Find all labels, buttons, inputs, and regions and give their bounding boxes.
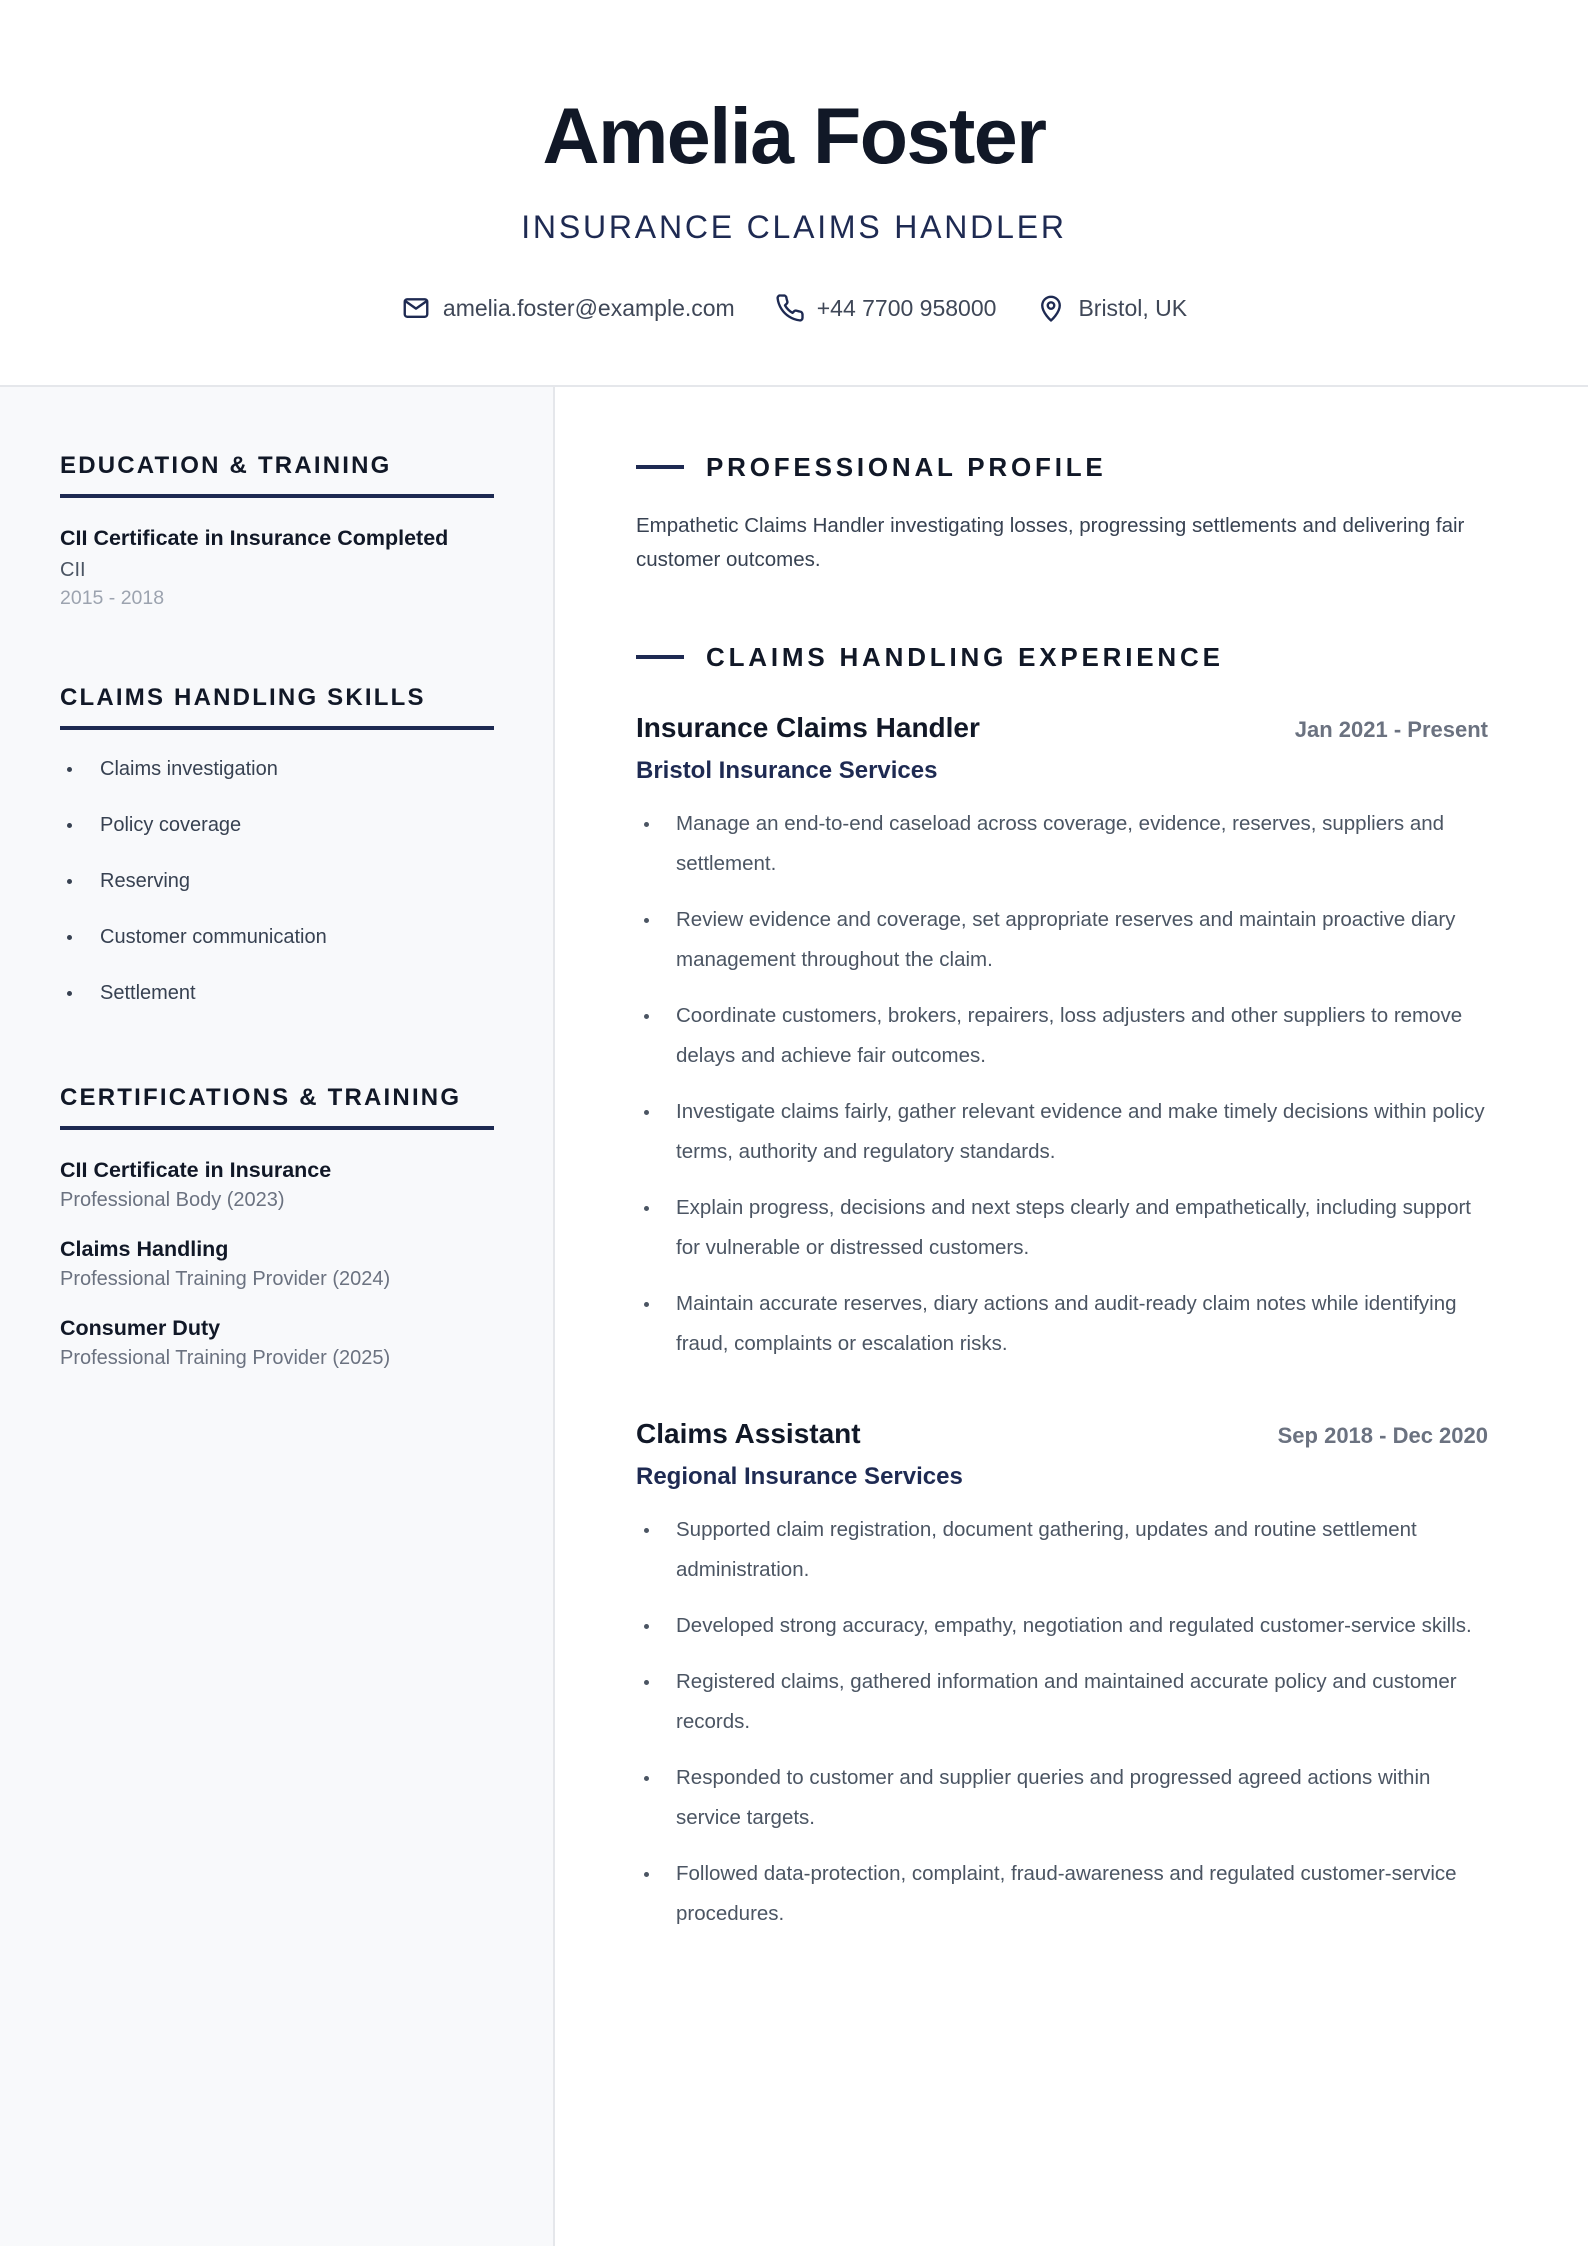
cert-body: Professional Training Provider (2025) <box>60 1347 391 1369</box>
job-bullet: Developed strong accuracy, empathy, negotiation and regulated customer-service skills. <box>636 1606 1488 1646</box>
job-bullet: Coordinate customers, brokers, repairers, loss adjusters and other suppliers to remove delays and achieve fair outcomes. <box>636 996 1488 1076</box>
job-bullet: Investigate claims fairly, gather relevant evidence and make timely decisions within policy terms, authority and regulatory standards. <box>636 1092 1488 1172</box>
cert-body: Professional Training Provider (2024) <box>60 1268 391 1290</box>
education-title: EDUCATION & TRAINING <box>60 451 494 498</box>
job-bullet: Explain progress, decisions and next steps clearly and empathetically, including support for vulnerable or distressed customers. <box>636 1188 1488 1268</box>
skill-item: Claims investigation <box>60 756 494 812</box>
job-bullet: Maintain accurate reserves, diary actions and audit-ready claim notes while identifying fraud, complaints or escalation risks. <box>636 1284 1488 1364</box>
job-header <box>636 711 1488 745</box>
education-section <box>60 451 494 611</box>
job-bullets <box>636 1510 1488 1934</box>
job-bullet: Review evidence and coverage, set appropriate reserves and maintain proactive diary management throughout the claim. <box>636 900 1488 980</box>
experience-title: CLAIMS HANDLING EXPERIENCE <box>706 642 1224 672</box>
profile-title: PROFESSIONAL PROFILE <box>706 452 1107 482</box>
email-text: amelia.foster@example.com <box>442 294 735 321</box>
contact-bar <box>0 290 1588 326</box>
heading-rule <box>636 655 684 659</box>
experience-heading <box>636 641 1224 673</box>
skill-item: Settlement <box>60 980 494 1036</box>
job-company: Bristol Insurance Services <box>636 757 938 784</box>
profile-text: Empathetic Claims Handler investigating losses, progressing settlements and delivering fair customer outcomes. <box>636 514 1465 571</box>
job-title: Claims Assistant <box>636 1418 861 1449</box>
skills-section <box>60 683 494 1036</box>
job-dates: Jan 2021 - Present <box>1294 717 1488 742</box>
job-bullets <box>636 804 1488 1364</box>
contact-email[interactable] <box>401 293 735 323</box>
contact-location <box>1036 293 1187 323</box>
cert-name: Claims Handling <box>60 1237 229 1261</box>
phone-icon <box>775 293 805 323</box>
map-pin-icon <box>1036 293 1066 323</box>
job-bullet: Supported claim registration, document gathering, updates and routine settlement administration. <box>636 1510 1488 1590</box>
location-text: Bristol, UK <box>1078 294 1188 321</box>
education-item-title: CII Certificate in Insurance Completed <box>60 526 449 550</box>
candidate-name: Amelia Foster <box>542 91 1046 180</box>
cert-name: Consumer Duty <box>60 1316 221 1340</box>
skills-list <box>60 756 494 1036</box>
job-title: Insurance Claims Handler <box>636 712 980 743</box>
contact-phone[interactable] <box>775 293 997 323</box>
education-item-org: CII <box>60 559 86 581</box>
job-bullet: Manage an end-to-end caseload across coverage, evidence, reserves, suppliers and settlement. <box>636 804 1488 884</box>
phone-text: +44 7700 958000 <box>816 294 997 321</box>
skills-title: CLAIMS HANDLING SKILLS <box>60 683 494 730</box>
cert-name: CII Certificate in Insurance <box>60 1158 332 1182</box>
skill-item: Customer communication <box>60 924 494 980</box>
cert-item <box>60 1235 494 1292</box>
education-item-years: 2015 - 2018 <box>60 587 165 609</box>
profile-heading <box>636 451 1107 483</box>
resume-header <box>0 0 1588 387</box>
job-dates: Sep 2018 - Dec 2020 <box>1277 1423 1488 1448</box>
skill-item: Reserving <box>60 868 494 924</box>
mail-icon <box>401 293 431 323</box>
job-entry <box>636 711 1488 1380</box>
skill-item: Policy coverage <box>60 812 494 868</box>
cert-body: Professional Body (2023) <box>60 1189 285 1211</box>
certifications-title: CERTIFICATIONS & TRAINING <box>60 1083 494 1130</box>
cert-item <box>60 1314 494 1371</box>
heading-rule <box>636 465 684 469</box>
cert-item <box>60 1156 494 1213</box>
job-company: Regional Insurance Services <box>636 1463 963 1490</box>
candidate-role: INSURANCE CLAIMS HANDLER <box>521 209 1067 245</box>
job-bullet: Followed data-protection, complaint, fraud-awareness and regulated customer-service procedures. <box>636 1854 1488 1934</box>
job-header <box>636 1417 1488 1451</box>
job-bullet: Responded to customer and supplier queries and progressed agreed actions within service targets. <box>636 1758 1488 1838</box>
job-bullet: Registered claims, gathered information and maintained accurate policy and customer records. <box>636 1662 1488 1742</box>
job-entry <box>636 1417 1488 1950</box>
sidebar <box>0 387 555 2246</box>
certifications-section <box>60 1083 494 1371</box>
